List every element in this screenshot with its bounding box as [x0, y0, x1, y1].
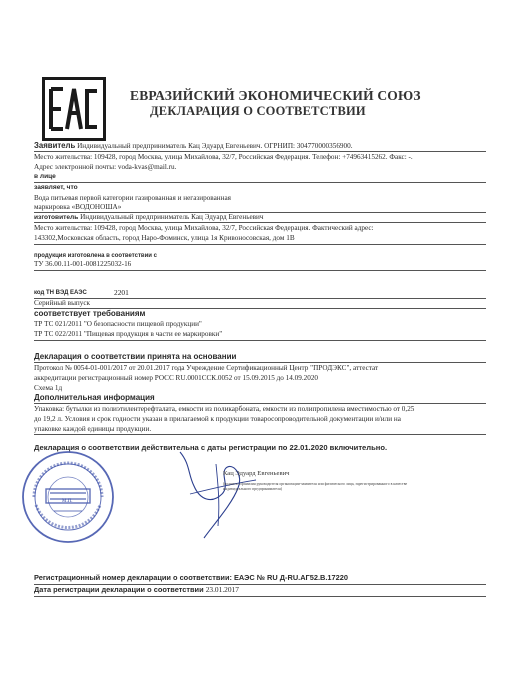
union-title: ЕВРАЗИЙСКИЙ ЭКОНОМИЧЕСКИЙ СОЮЗ — [130, 88, 421, 103]
applicant-line3: Адрес электронной почты: voda-kvas@mail.ru. — [34, 163, 177, 171]
basis-label: Декларация о соответствии принята на основании — [34, 352, 237, 361]
signatory-name: Кац Эдуард Евгеньевич — [223, 470, 290, 477]
divider — [34, 340, 486, 341]
applicant-label: Заявитель — [34, 141, 76, 150]
divider — [34, 222, 486, 223]
validity-prefix: Декларация о соответствии действительна с даты регистрации по — [34, 443, 290, 452]
product-line1: Вода питьевая первой категории газированная и негазированная — [34, 194, 231, 202]
additional-line2: до 19,2 л. Условия и срок годности указан в прилагаемой к продукции товаросопроводительной документации и/или на — [34, 415, 401, 423]
signature-note — [223, 482, 407, 491]
basis-line2: аккредитации регистрационный номер РОСС RU.0001СCК.0052 от 15.09.2015 до 14.09.2020 — [34, 374, 319, 382]
registration-date-line — [34, 586, 239, 595]
produced-value: ТУ 36.00.11-001-0081225032-16 — [34, 260, 132, 268]
additional-line1: Упаковка: бутылки из полиэтилентерефталата, емкости из поликарбоната, емкости из полипропилена вместимостью от 0,25 — [34, 405, 415, 413]
registration-number-line — [34, 574, 348, 583]
address-line2: 143302,Московская область, город Наро-Фоминск, улица 1я Кривоносовская, дом 1В — [34, 234, 295, 242]
additional-line3: упаковке каждой единицы продукции. — [34, 425, 152, 433]
divider — [34, 244, 486, 245]
registration-number-label: Регистрационный номер декларации о соответствии: — [34, 573, 234, 582]
additional-label: Дополнительная информация — [34, 393, 155, 402]
code-label: код ТН ВЭД ЕАЭС — [34, 290, 87, 296]
declares-label: заявляет, что — [34, 184, 78, 191]
requirement-line2: ТР ТС 022/2011 "Пищевая продукция в части ее маркировки" — [34, 330, 223, 338]
divider — [34, 182, 486, 183]
divider — [34, 151, 486, 152]
requirement-line1: ТР ТС 021/2011 "О безопасности пищевой продукции" — [34, 320, 202, 328]
basis-line3: Схема 1д — [34, 384, 63, 392]
product-line2: маркировка «ВОДОНОША» — [34, 203, 122, 211]
registration-date: 23.01.2017 — [205, 585, 239, 594]
manufacturer-label: изготовитель — [34, 214, 79, 221]
basis-line1: Протокол № 0054-01-001/2017 от 20.01.2017 года Учреждение Сертификационный Центр "ПРОДЭКС", аттестат — [34, 364, 379, 372]
code-value: 2201 — [114, 288, 129, 297]
produced-label: продукция изготовлена в соответствии с — [34, 253, 157, 259]
applicant-value: Индивидуальный предприниматель Кац Эдуард Евгеньевич. ОГРНИП: 304770000356900. — [77, 142, 353, 150]
divider — [34, 298, 486, 299]
eac-logo — [42, 77, 106, 141]
validity-date: 22.01.2020 — [289, 443, 328, 452]
divider — [34, 270, 486, 271]
registration-number: ЕАЭС № RU Д-RU.АГ52.В.17220 — [234, 573, 348, 582]
registration-date-label: Дата регистрации декларации о соответствии — [34, 585, 206, 594]
mp-label: М.П. — [62, 499, 73, 504]
applicant-line2: Место жительства: 109428, город Москва, улица Михайлова, 32/7, Российская Федерация. Телефон: +74963415262. Факс: -. — [34, 153, 413, 161]
eac-mark-icon — [49, 87, 99, 131]
address-line1: Место жительства: 109428, город Москва, улица Михайлова, 32/7, Российская Федерация. Фактический адрес: — [34, 224, 374, 232]
signature-note-line1: (подпись и фамилия руководителя организации-заявителя или физического лица, зарегистрированного в качестве — [223, 482, 408, 486]
validity-suffix: включительно. — [327, 443, 388, 452]
signature-note-line2: индивидуального предпринимателя) — [223, 486, 282, 491]
divider — [34, 403, 486, 404]
seal-stamp — [20, 449, 116, 545]
divider — [34, 362, 486, 363]
requirements-label: соответствует требованиям — [34, 309, 146, 318]
in-person-label: в лице — [34, 173, 56, 180]
declaration-title: ДЕКЛАРАЦИЯ О СООТВЕТСТВИИ — [150, 104, 366, 118]
serial-release: Серийный выпуск — [34, 299, 91, 307]
applicant-line1 — [34, 142, 353, 151]
manufacturer-value: Индивидуальный предприниматель Кац Эдуард Евгеньевич — [80, 213, 264, 221]
divider — [34, 596, 486, 597]
